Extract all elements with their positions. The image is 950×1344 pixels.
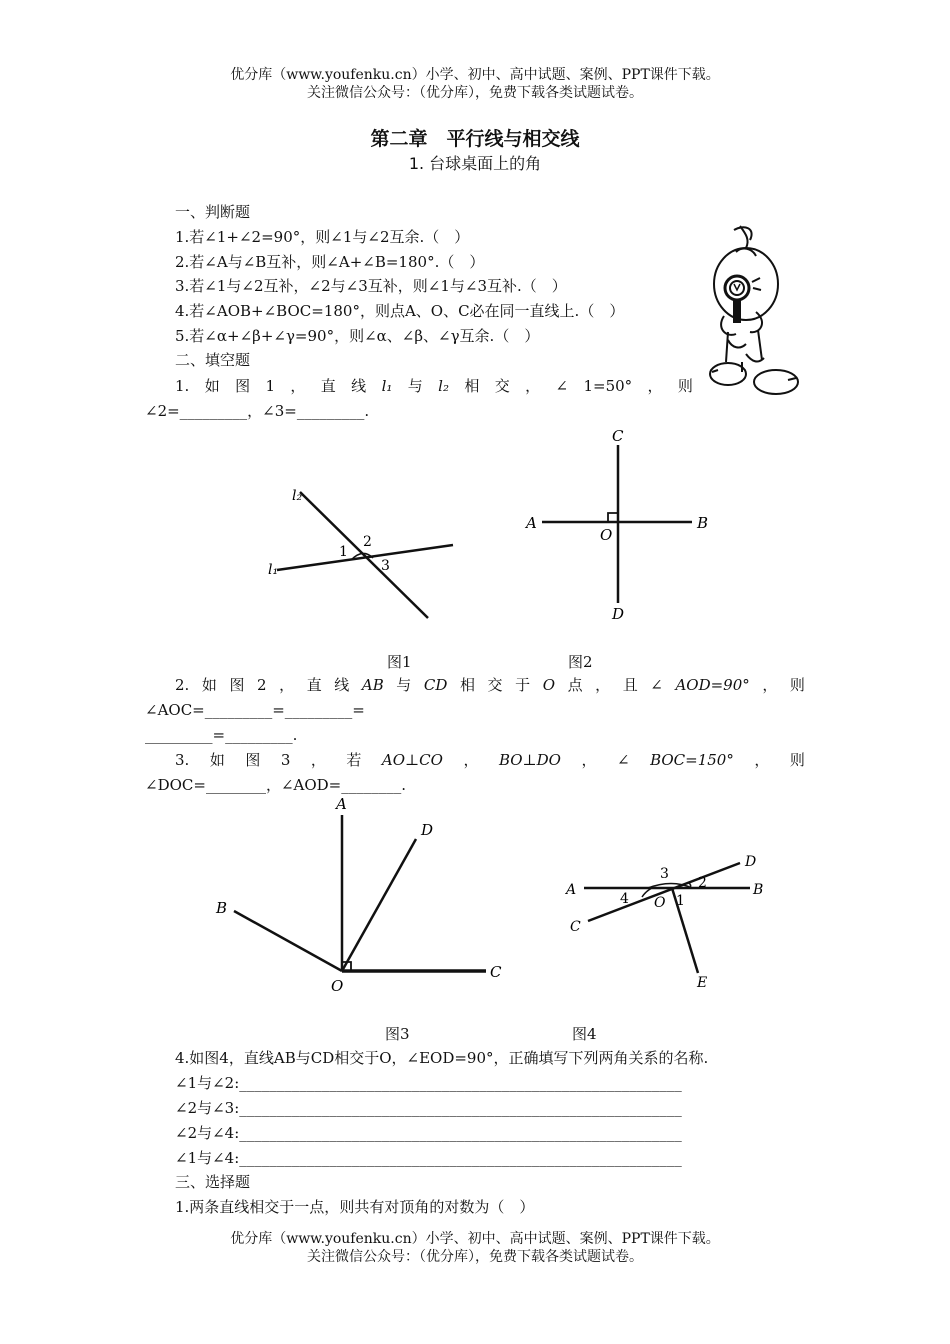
word: 相 (464, 377, 480, 395)
figure-4 (560, 845, 775, 995)
word: 如 (209, 751, 225, 769)
word: ∠ (650, 676, 663, 694)
line-l2 (300, 492, 428, 618)
word: 且 (622, 676, 638, 694)
word: 线 (351, 377, 367, 395)
word: ， (525, 377, 541, 395)
label-angle-2: 2 (698, 875, 707, 891)
word: ， (595, 676, 611, 694)
footer-line-2: 关注微信公众号：（优分库），免费下载各类试题试卷。 (307, 1249, 643, 1265)
label-angle-4: 4 (620, 891, 629, 907)
label-angle-2: 2 (363, 534, 372, 550)
angle-arc-4 (642, 888, 652, 897)
figure-3 (210, 795, 510, 995)
figure-1 (255, 480, 470, 625)
fill-q2-line-2: ∠AOC=_________=_________= (145, 701, 365, 719)
figure-1-caption: 图1 (387, 653, 412, 671)
label-c: C (612, 427, 624, 445)
fill-q1-line-1 (175, 376, 693, 396)
figure-3-caption: 图3 (385, 1025, 410, 1043)
label-b: B (697, 514, 709, 532)
label-l2: l₂ (292, 488, 303, 504)
label-b: B (753, 882, 764, 898)
ray-ob (234, 911, 342, 971)
judge-item-3: 3.若∠1与∠2互补，∠2与∠3互补，则∠1与∠3互补.（ ） (175, 277, 567, 295)
judge-item-5: 5.若∠α+∠β+∠γ=90°，则∠α、∠β、∠γ互余.（ ） (175, 327, 540, 345)
label-o: O (331, 977, 344, 995)
fill-q4-blank-4: ∠1与∠4:___________________________________________________________ (175, 1149, 682, 1167)
word: 与 (396, 676, 412, 694)
page-title: 第二章 平行线与相交线 (370, 128, 580, 150)
word: 图 (229, 676, 245, 694)
label-angle-1: 1 (676, 893, 685, 909)
word: 则 (789, 751, 805, 769)
word: 则 (677, 377, 693, 395)
label-c: C (570, 919, 581, 935)
header-line-1: 优分库（www.youfenku.cn）小学、初中、高中试题、案例、PPT课件下载。 (230, 67, 720, 83)
label-c: C (490, 963, 502, 981)
fill-q2-line-1 (175, 675, 805, 695)
cartoon-character-illustration (706, 222, 806, 402)
label-angle-3: 3 (381, 558, 390, 574)
header-line-2: 关注微信公众号：（优分库），免费下载各类试题试卷。 (307, 85, 643, 101)
word: 图 (245, 751, 261, 769)
word: l₁ (381, 377, 393, 395)
word: 若 (346, 751, 362, 769)
judge-item-4: 4.若∠AOB+∠BOC=180°，则点A、O、C必在同一直线上.（ ） (175, 302, 625, 320)
label-d: D (612, 605, 625, 623)
word: 1=50° (583, 377, 633, 395)
word: ， (647, 377, 663, 395)
word: 点 (567, 676, 583, 694)
label-d: D (421, 821, 434, 839)
word: 1. (175, 377, 190, 395)
label-o: O (600, 526, 613, 544)
word: ， (581, 751, 597, 769)
word: 2. (175, 676, 190, 694)
judge-item-2: 2.若∠A与∠B互补，则∠A+∠B=180°.（ ） (175, 253, 485, 271)
word: ， (762, 676, 778, 694)
figure-2 (520, 425, 720, 630)
word: 直 (320, 377, 336, 395)
word: ， (279, 676, 295, 694)
word: ， (754, 751, 770, 769)
fill-q1-line-2: ∠2=_________，∠3=_________. (145, 402, 370, 420)
word: BO⊥DO (498, 751, 561, 769)
word: ∠ (617, 751, 630, 769)
word: 如 (201, 676, 217, 694)
fill-q4-blank-3: ∠2与∠4:___________________________________________________________ (175, 1124, 682, 1142)
label-d: D (745, 854, 757, 870)
word: 交 (487, 676, 503, 694)
footer-line-1: 优分库（www.youfenku.cn）小学、初中、高中试题、案例、PPT课件下载。 (230, 1231, 720, 1247)
word: ， (463, 751, 479, 769)
word: 线 (334, 676, 350, 694)
fill-q4-intro: 4.如图4，直线AB与CD相交于O，∠EOD=90°，正确填写下列两角关系的名称. (175, 1049, 709, 1067)
figure-2-caption: 图2 (568, 653, 593, 671)
label-l1: l₁ (268, 562, 279, 578)
fill-q3-line-2: ∠DOC=________，∠AOD=________. (145, 776, 406, 794)
word: ∠ (555, 377, 569, 395)
fill-q3-line-1 (175, 750, 805, 770)
word: AO⊥CO (381, 751, 443, 769)
section-1-heading: 一、判断题 (175, 203, 251, 221)
word: O (542, 676, 555, 694)
label-angle-1: 1 (339, 544, 348, 560)
word: ， (290, 377, 306, 395)
word: CD (423, 676, 448, 694)
word: 直 (306, 676, 322, 694)
choice-q1: 1.两条直线相交于一点，则共有对顶角的对数为（ ） (175, 1198, 535, 1216)
word: l₂ (438, 377, 449, 395)
word: ， (310, 751, 326, 769)
word: 图 (235, 377, 251, 395)
ray-od (342, 839, 416, 971)
fill-q4-blank-1: ∠1与∠2:___________________________________________________________ (175, 1074, 682, 1092)
word: 相 (459, 676, 475, 694)
word: BOC=150° (650, 751, 734, 769)
word: 3 (280, 751, 291, 769)
word: 3. (175, 751, 190, 769)
section-2-heading: 二、填空题 (175, 351, 251, 369)
word: 如 (204, 377, 220, 395)
label-angle-3: 3 (660, 866, 669, 882)
word: 则 (789, 676, 805, 694)
right-angle-mark (608, 513, 618, 522)
section-3-heading: 三、选择题 (175, 1173, 251, 1191)
label-e: E (697, 975, 708, 991)
label-a: A (336, 795, 347, 813)
label-o: O (654, 895, 666, 911)
label-b: B (216, 899, 228, 917)
judge-item-1: 1.若∠1+∠2=90°，则∠1与∠2互余.（ ） (175, 228, 470, 246)
label-a: A (566, 882, 577, 898)
word: 2 (257, 676, 267, 694)
word: AOD=90° (675, 676, 750, 694)
fill-q2-line-3: _________=_________. (145, 726, 298, 744)
word: 于 (515, 676, 531, 694)
label-a: A (526, 514, 537, 532)
word: 1 (265, 377, 276, 395)
word: 交 (494, 377, 510, 395)
fill-q4-blank-2: ∠2与∠3:___________________________________________________________ (175, 1099, 682, 1117)
figure-4-caption: 图4 (572, 1025, 597, 1043)
word: AB (361, 676, 384, 694)
page-subtitle: 1. 台球桌面上的角 (408, 154, 542, 173)
word: 与 (407, 377, 423, 395)
